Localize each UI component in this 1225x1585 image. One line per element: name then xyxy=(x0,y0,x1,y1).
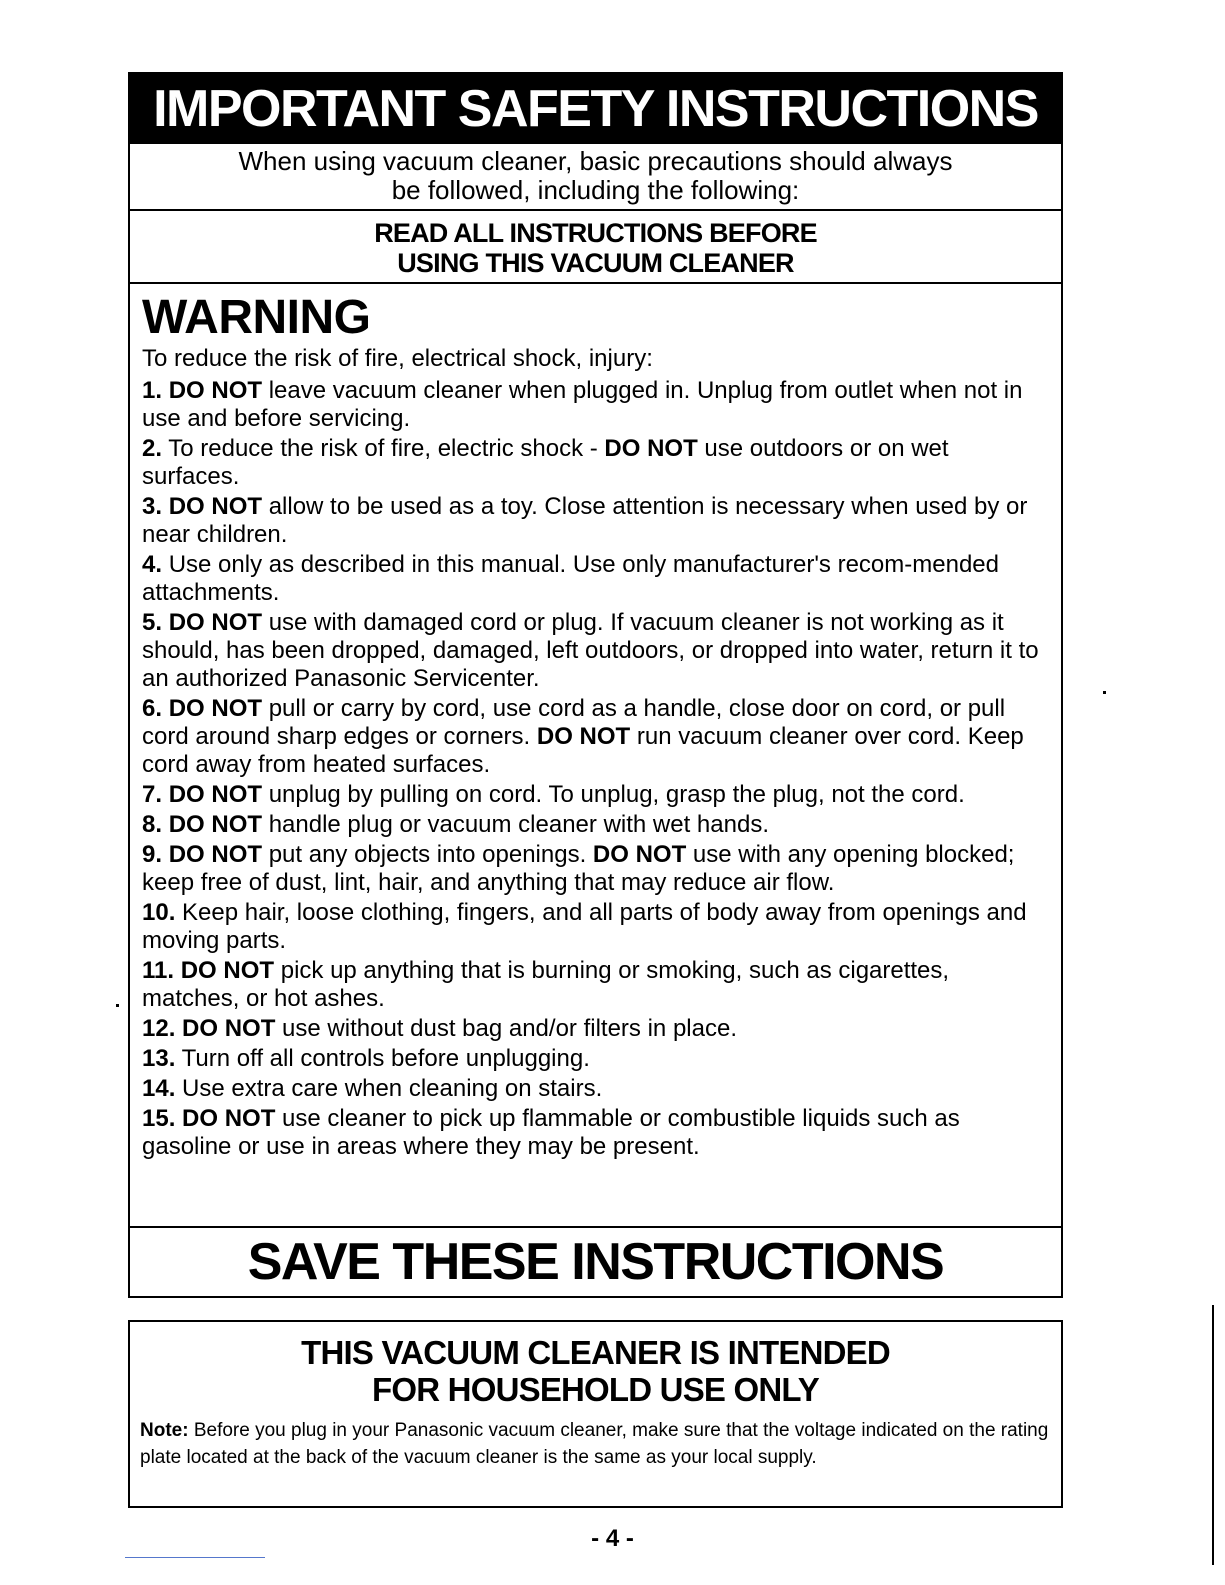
item-text: To reduce the risk of fire, electric shock - xyxy=(168,435,605,462)
item-number: 11. xyxy=(142,957,175,984)
do-not-label: DO NOT xyxy=(168,493,263,520)
warning-intro: To reduce the risk of fire, electrical shock, injury: xyxy=(142,345,653,372)
list-item xyxy=(142,781,1049,809)
item-number: 5. xyxy=(142,609,163,636)
item-number: 14. xyxy=(142,1075,176,1102)
do-not-label: DO NOT xyxy=(182,1015,276,1042)
do-not-label: DO NOT xyxy=(168,781,263,808)
warning-list xyxy=(142,377,1049,1161)
item-number: 3. xyxy=(142,493,163,520)
safety-instructions-box xyxy=(128,72,1063,1298)
item-text: Use only as described in this manual. Use only manufacturer's recom-mended attachments. xyxy=(142,551,999,606)
scan-speck xyxy=(1103,691,1106,694)
page-number: - 4 - xyxy=(591,1525,634,1552)
list-item xyxy=(142,899,1049,955)
do-not-label: DO NOT xyxy=(168,377,263,404)
precautions-text xyxy=(130,144,1061,211)
list-item xyxy=(142,1015,1049,1043)
item-text: allow to be used as a toy. Close attention is necessary when used by or near children. xyxy=(142,493,1028,548)
item-number: 2. xyxy=(142,435,163,462)
item-number: 15. xyxy=(142,1105,176,1132)
do-not-label: DO NOT xyxy=(180,957,275,984)
do-not-label: DO NOT xyxy=(168,811,263,838)
precautions-line-1: When using vacuum cleaner, basic precautions should always xyxy=(238,146,953,176)
warning-title: WARNING xyxy=(142,291,371,344)
list-item xyxy=(142,551,1049,607)
list-item xyxy=(142,609,1049,693)
item-number: 6. xyxy=(142,695,163,722)
list-item xyxy=(142,1045,1049,1073)
list-item xyxy=(142,811,1049,839)
read-all-line-1: READ ALL INSTRUCTIONS BEFORE xyxy=(374,218,817,248)
voltage-note xyxy=(140,1417,1051,1471)
note-label: Note: xyxy=(140,1420,189,1441)
item-text: use cleaner to pick up flammable or combustible liquids such as gasoline or use in areas where they may be present. xyxy=(142,1105,960,1160)
list-item xyxy=(142,1105,1049,1161)
precautions-line-2: be followed, including the following: xyxy=(391,175,800,205)
household-use-box xyxy=(128,1320,1063,1508)
item-text: pull or carry by cord, use cord as a handle, close door on cord, or pull cord around sharp edges or corners. xyxy=(142,695,1006,750)
item-text: Turn off all controls before unplugging. xyxy=(181,1045,590,1072)
list-item xyxy=(142,377,1049,433)
item-number: 13. xyxy=(142,1045,176,1072)
do-not-label: DO NOT xyxy=(592,841,687,868)
list-item xyxy=(142,1075,1049,1103)
item-text: Use extra care when cleaning on stairs. xyxy=(182,1075,603,1102)
household-title xyxy=(140,1334,1051,1408)
do-not-label: DO NOT xyxy=(168,695,263,722)
item-text-continued: use outdoors or on wet surfaces. xyxy=(142,435,949,490)
list-item xyxy=(142,841,1049,897)
household-title-line-1: THIS VACUUM CLEANER IS INTENDED xyxy=(301,1334,890,1371)
read-all-line-2: USING THIS VACUUM CLEANER xyxy=(397,248,794,278)
list-item xyxy=(142,695,1049,779)
scan-speck xyxy=(116,1004,119,1007)
item-text-continued: use with any opening blocked; keep free of dust, lint, hair, and anything that may reduce air flow. xyxy=(142,841,1015,896)
read-all-notice xyxy=(130,211,1061,284)
item-number: 8. xyxy=(142,811,163,838)
item-text: Keep hair, loose clothing, fingers, and all parts of body away from openings and moving parts. xyxy=(142,899,1027,954)
item-text: put any objects into openings. xyxy=(268,841,593,868)
do-not-label: DO NOT xyxy=(536,723,631,750)
item-text: pick up anything that is burning or smoking, such as cigarettes, matches, or hot ashes. xyxy=(142,957,950,1012)
item-number: 10. xyxy=(142,899,176,926)
banner-title: IMPORTANT SAFETY INSTRUCTIONS xyxy=(130,74,1061,144)
item-text: use without dust bag and/or filters in place. xyxy=(282,1015,737,1042)
item-number: 4. xyxy=(142,551,163,578)
scan-edge-line xyxy=(1212,1305,1214,1565)
list-item xyxy=(142,957,1049,1013)
note-text: Before you plug in your Panasonic vacuum cleaner, make sure that the voltage indicated on the rating plate located at the back of the vacuum cleaner is the same as your local supply. xyxy=(140,1420,1049,1468)
item-number: 1. xyxy=(142,377,163,404)
do-not-label: DO NOT xyxy=(182,1105,276,1132)
item-text: unplug by pulling on cord. To unplug, grasp the plug, not the cord. xyxy=(268,781,965,808)
item-number: 9. xyxy=(142,841,163,868)
warning-section xyxy=(130,284,1061,1161)
item-text: leave vacuum cleaner when plugged in. Unplug from outlet when not in use and before servicing. xyxy=(142,377,1023,432)
household-title-line-2: FOR HOUSEHOLD USE ONLY xyxy=(372,1371,819,1408)
item-number: 7. xyxy=(142,781,163,808)
list-item xyxy=(142,493,1049,549)
item-number: 12. xyxy=(142,1015,176,1042)
do-not-label: DO NOT xyxy=(168,609,263,636)
item-text: use with damaged cord or plug. If vacuum cleaner is not working as it should, has been dropped, damaged, left outdoors, or dropped into water, return it to an authorized Panasonic Servicenter. xyxy=(142,609,1039,692)
save-instructions-heading: SAVE THESE INSTRUCTIONS xyxy=(130,1226,1061,1296)
scan-underline-mark xyxy=(125,1557,265,1558)
do-not-label: DO NOT xyxy=(168,841,263,868)
item-text: handle plug or vacuum cleaner with wet hands. xyxy=(268,811,769,838)
item-text-continued: run vacuum cleaner over cord. Keep cord away from heated surfaces. xyxy=(142,723,1024,778)
do-not-label: DO NOT xyxy=(604,435,698,462)
list-item xyxy=(142,435,1049,491)
